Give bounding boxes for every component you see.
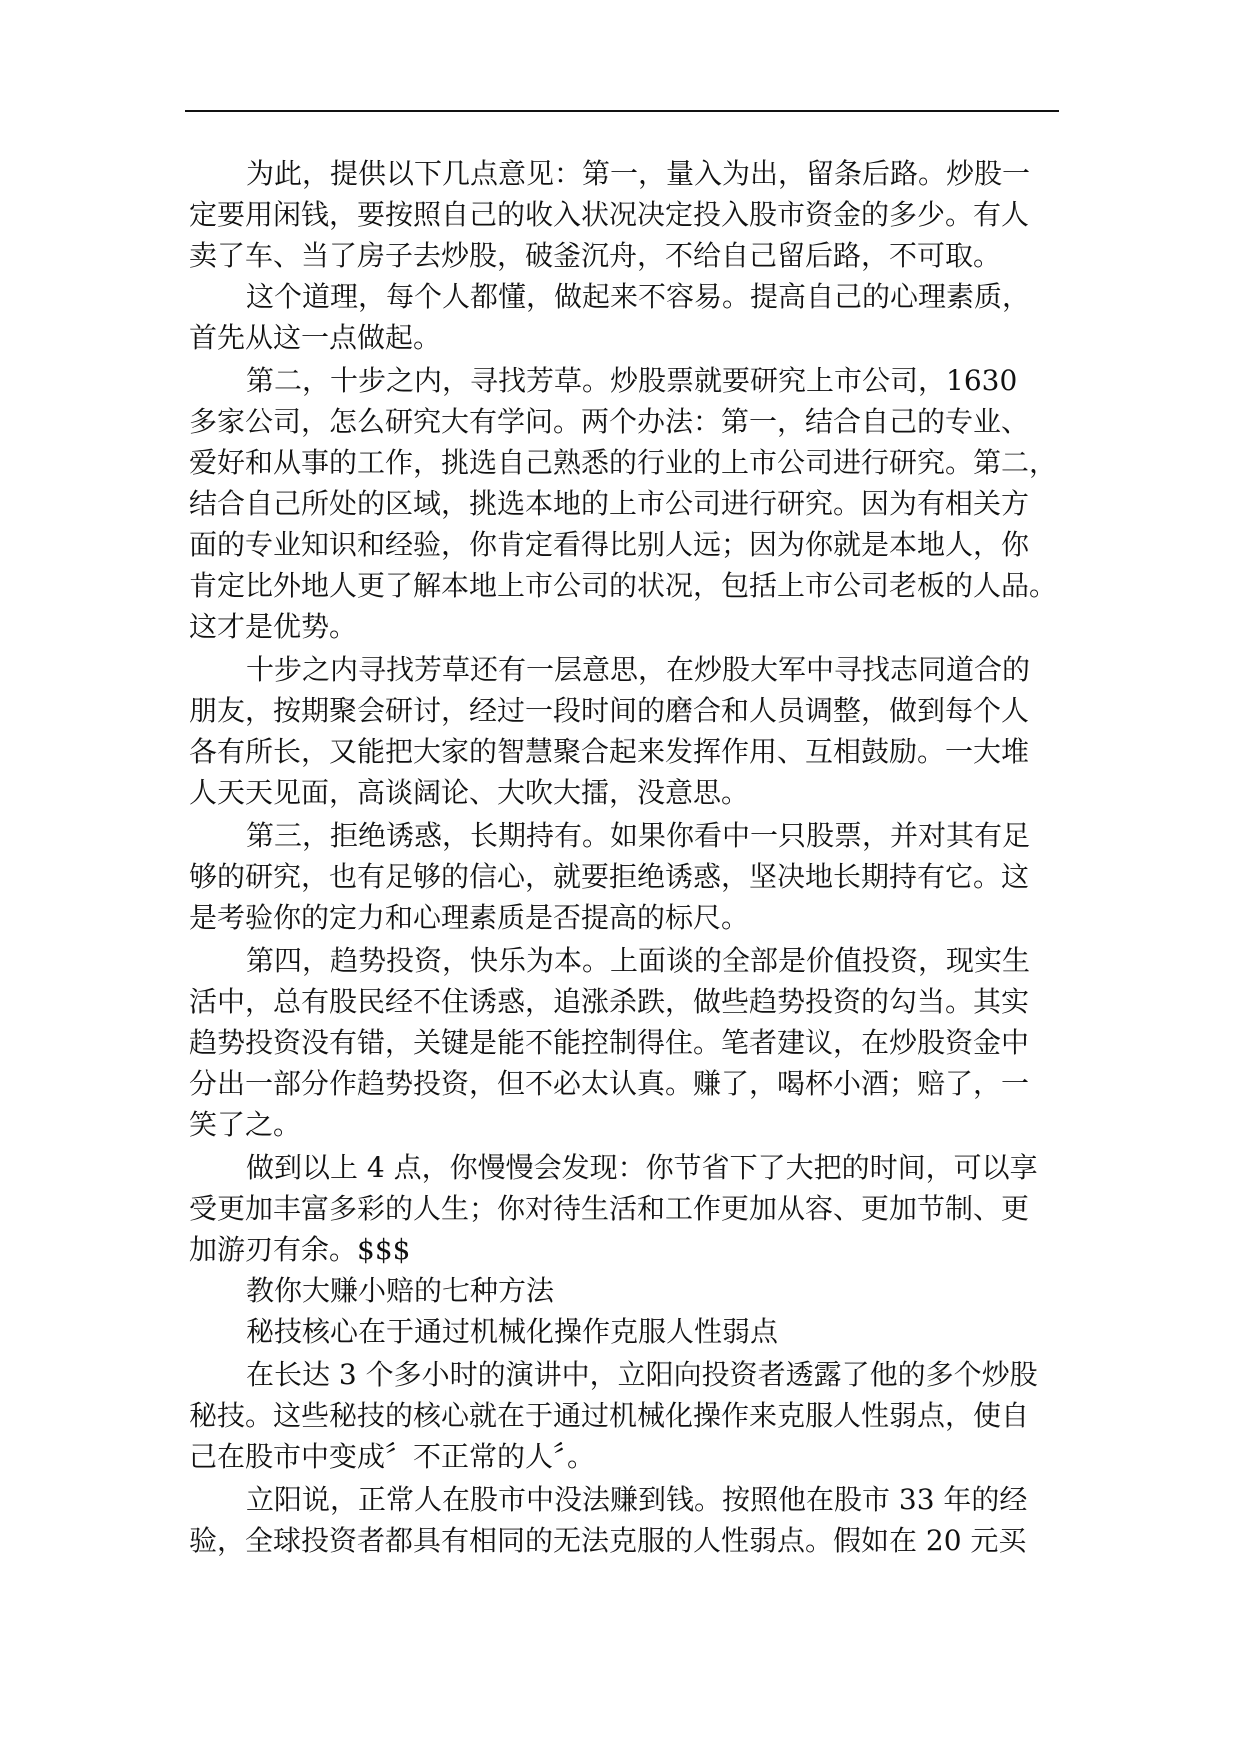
line-text: 够的研究，也有足够的信心，就要拒绝诱惑，坚决地长期持有它。这 xyxy=(189,860,1030,893)
line-text: 定要用闲钱，要按照自己的收入状况决定投入股市资金的多少。有人 xyxy=(189,198,1030,231)
line-text: 验，全球投资者都具有相同的无法克服的人性弱点。假如在 20 元买 xyxy=(189,1524,1027,1557)
text-line xyxy=(0,566,1241,606)
line-text: 立阳说，正常人在股市中没法赚到钱。按照他在股市 33 年的经 xyxy=(246,1483,1028,1516)
line-text: 加游刃有余。$$$ xyxy=(189,1233,411,1266)
text-line xyxy=(0,732,1241,772)
text-line xyxy=(0,361,1241,401)
line-text: 第四，趋势投资，快乐为本。上面谈的全部是价值投资，现实生 xyxy=(246,944,1031,977)
line-text: 活中，总有股民经不住诱惑，追涨杀跌，做些趋势投资的勾当。其实 xyxy=(189,985,1030,1018)
line-text: 这个道理，每个人都懂，做起来不容易。提高自己的心理素质， xyxy=(246,280,1031,313)
text-line xyxy=(0,982,1241,1022)
line-text: 做到以上 4 点，你慢慢会发现：你节省下了大把的时间，可以享 xyxy=(246,1151,1038,1184)
text-line xyxy=(0,236,1241,276)
text-line xyxy=(0,154,1241,194)
line-text: 第二，十步之内，寻找芳草。炒股票就要研究上市公司，1630 xyxy=(246,364,1018,397)
subheading-text: 秘技核心在于通过机械化操作克服人性弱点 xyxy=(246,1315,779,1348)
text-line xyxy=(0,443,1241,483)
text-line xyxy=(0,691,1241,731)
line-text: 多家公司，怎么研究大有学问。两个办法：第一，结合自己的专业、 xyxy=(189,405,1030,438)
line-text: 肯定比外地人更了解本地上市公司的状况，包括上市公司老板的人品。 xyxy=(189,569,1058,602)
text-line xyxy=(0,941,1241,981)
text-line xyxy=(0,857,1241,897)
line-text: 爱好和从事的工作，挑选自己熟悉的行业的上市公司进行研究。第二， xyxy=(189,446,1058,479)
line-text: 在长达 3 个多小时的演讲中，立阳向投资者透露了他的多个炒股 xyxy=(246,1358,1038,1391)
line-text: 笑了之。 xyxy=(189,1108,302,1141)
line-text: 人天天见面，高谈阔论、大吹大擂，没意思。 xyxy=(189,776,750,809)
line-text: 秘技。这些秘技的核心就在于通过机械化操作来克服人性弱点，使自 xyxy=(189,1399,1030,1432)
text-line xyxy=(0,816,1241,856)
text-line xyxy=(0,195,1241,235)
section-subheading xyxy=(0,1312,1241,1352)
text-line xyxy=(0,898,1241,938)
line-text: 为此，提供以下几点意见：第一，量入为出，留条后路。炒股一 xyxy=(246,157,1031,190)
line-text: 受更加丰富多彩的人生；你对待生活和工作更加从容、更加节制、更 xyxy=(189,1192,1030,1225)
text-line xyxy=(0,607,1241,647)
heading-text: 教你大赚小赔的七种方法 xyxy=(246,1274,555,1307)
text-line xyxy=(0,773,1241,813)
line-text: 分出一部分作趋势投资，但不必太认真。赚了，喝杯小酒；赔了，一 xyxy=(189,1067,1030,1100)
section-heading xyxy=(0,1271,1241,1311)
text-line xyxy=(0,1105,1241,1145)
line-text: 这才是优势。 xyxy=(189,610,358,643)
text-line xyxy=(0,277,1241,317)
line-text: 趋势投资没有错，关键是能不能控制得住。笔者建议，在炒股资金中 xyxy=(189,1026,1030,1059)
line-text: 面的专业知识和经验，你肯定看得比别人远；因为你就是本地人，你 xyxy=(189,528,1030,561)
text-line xyxy=(0,1521,1241,1561)
text-line xyxy=(0,1355,1241,1395)
text-line xyxy=(0,1230,1241,1270)
line-text: 各有所长，又能把大家的智慧聚合起来发挥作用、互相鼓励。一大堆 xyxy=(189,735,1030,768)
line-text: 是考验你的定力和心理素质是否提高的标尺。 xyxy=(189,901,750,934)
text-line xyxy=(0,484,1241,524)
line-text: 第三，拒绝诱惑，长期持有。如果你看中一只股票，并对其有足 xyxy=(246,819,1031,852)
text-line xyxy=(0,650,1241,690)
text-line xyxy=(0,318,1241,358)
line-text: 十步之内寻找芳草还有一层意思，在炒股大军中寻找志同道合的 xyxy=(246,653,1031,686)
header-rule xyxy=(185,110,1059,112)
text-line xyxy=(0,1396,1241,1436)
line-text: 卖了车、当了房子去炒股，破釜沉舟，不给自己留后路，不可取。 xyxy=(189,239,1002,272)
text-line xyxy=(0,1148,1241,1188)
text-line xyxy=(0,525,1241,565)
text-line xyxy=(0,1023,1241,1063)
text-line xyxy=(0,1064,1241,1104)
line-text: 首先从这一点做起。 xyxy=(189,321,442,354)
text-line xyxy=(0,1480,1241,1520)
text-line xyxy=(0,402,1241,442)
line-text: 己在股市中变成〞不正常的人〞。 xyxy=(189,1440,596,1473)
line-text: 结合自己所处的区域，挑选本地的上市公司进行研究。因为有相关方 xyxy=(189,487,1030,520)
text-line xyxy=(0,1189,1241,1229)
text-line xyxy=(0,1437,1241,1477)
line-text: 朋友，按期聚会研讨，经过一段时间的磨合和人员调整，做到每个人 xyxy=(189,694,1030,727)
